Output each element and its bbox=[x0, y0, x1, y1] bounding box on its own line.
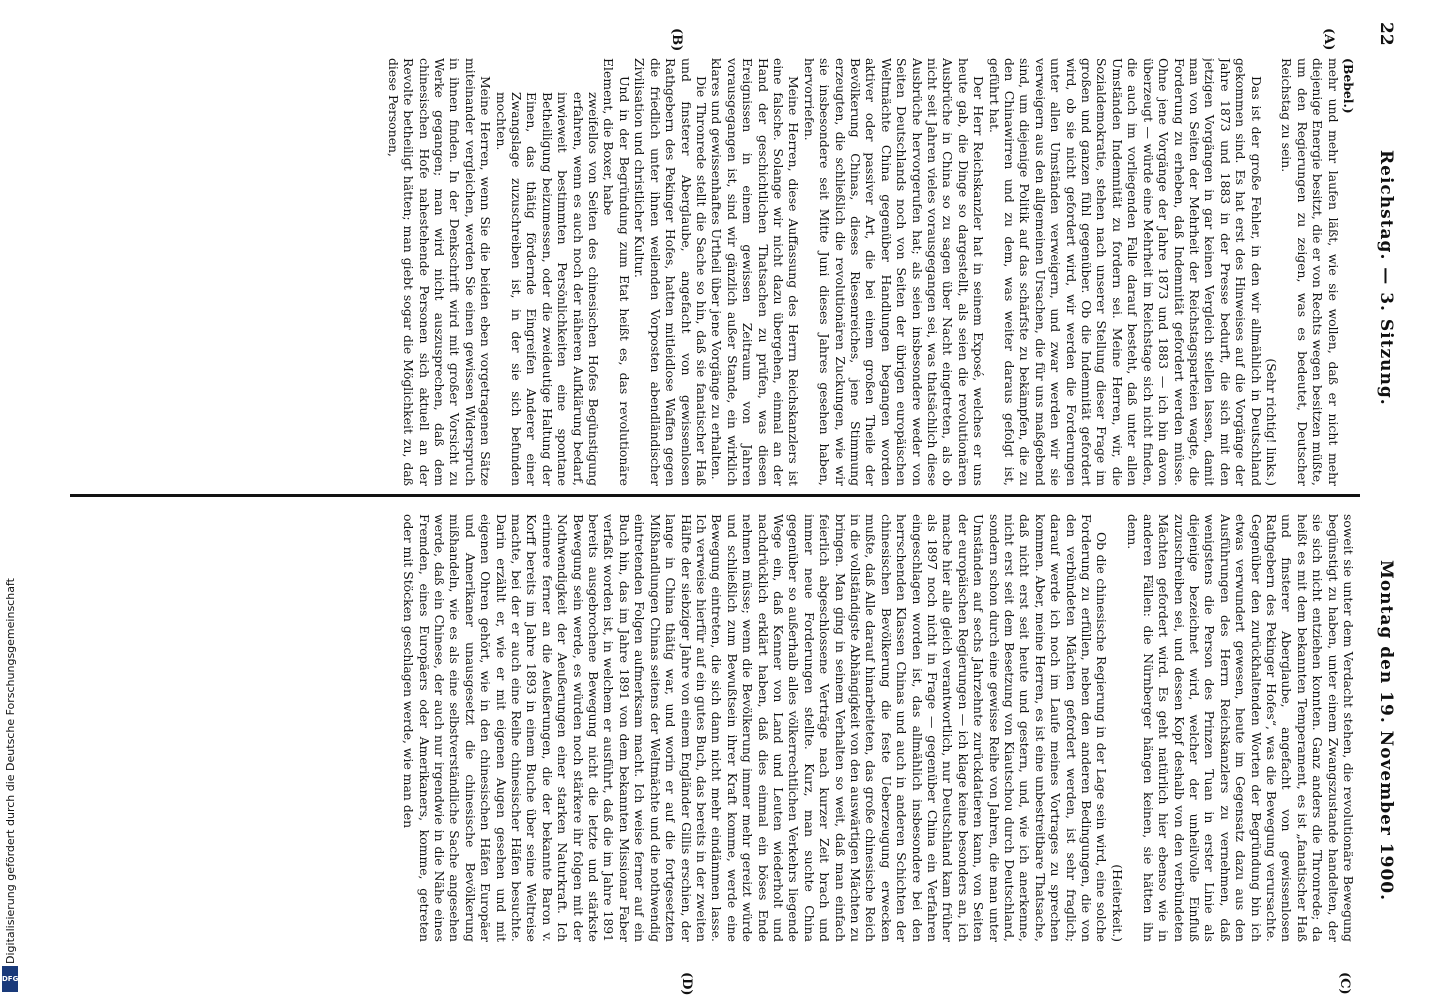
quotation: zweifellos von Seiten des chinesischen Hofes Begünstigung erfahren, wenn es auch noch der näheren Aufklärung bedarf, inwieweit bestimmten Persönlichkeiten eine spontane Betheiligung beizumessen, oder die zweideutige Haltung der Einen, das thätig fördernde Eingreifen Anderer einer Zwangslage zuzuschreiben ist, in der sie sich befunden mochten. bbox=[493, 92, 602, 486]
paragraph: soweit sie unter dem Verdacht stehen, die revolutionäre Bewegung begünstigt zu haben, unter einem Zwangszustande handelten, der sie sich nicht entziehen konnten. Ganz anders die Thronrede; da heißt es mit dem bekannten Temperament, es ist „fanatischer Haß und finsterer Aberglaube, angefacht von gewissenlosen Rathgebern des Pekinger Hofes“, was die Bewegung verursachte. Gegenüber den zurückhaltenden Worten der Begründung bin ich etwas verwundert gewesen, heute im Gegensatz dazu aus den Ausführungen des Herrn Reichskanzlers zu vernehmen, daß wenigstens die Person des Prinzen Tuan in erster Linie als diejenige bezeichnet wird, welcher der unheilvolle Einfluß zuzuschreiben sei, und dessen Kopf deshalb von den verbündeten Mächten gefordert wird. Es geht natürlich hier ebenso wie in anderen Fällen: die Nürnberger hängen keinen, sie hätten ihn denn. bbox=[1125, 514, 1356, 942]
margin-mark-c: (C) bbox=[1337, 972, 1352, 995]
paragraph: Der Herr Reichskanzler hat in seinem Exposé, welches er uns heute gab, die Dinge so dargestellt, als seien die revolutionären Ausbrüche in China so zu sagen über Nacht eingetreten, als ob nicht seit Jahren vieles vorausgegangen sei, was thatsächlich diese Ausbrüche hervorgerufen hat; als seien insbesondere weder von Seiten Deutschlands noch von Seiten der übrigen europäischen Weltmächte China gegenüber Handlungen begangen worden aktiver oder passiver Art, die bei einem großen Theile der Bevölkerung Chinas, dieses Riesenreiches, jene Stimmung erzeugten, die schließlich die revolutionären Zuckungen, wie wir sie insbesondere seit Mitte Juni dieses Jahres gesehen haben, hervorriefen. bbox=[801, 58, 987, 486]
speaker-name: (Bebel.) bbox=[1341, 58, 1356, 114]
left-column bbox=[66, 58, 1356, 486]
interjection: (Heiterkeit.) bbox=[1109, 864, 1125, 942]
margin-mark-d: (D) bbox=[679, 972, 694, 996]
paragraph: Die Thronrede stellt die Sache so hin, daß sie fanatischer Haß und finsterer Aberglaube, angefacht von gewissenlosen Rathgebern des Pekinger Hofes, hatten mitleidlose Waffen gegen die friedlich unter ihnen weilenden Vorposten abendländischer Zivilisation und christlicher Kultur. bbox=[632, 58, 709, 486]
page-number: 22 bbox=[1376, 22, 1396, 46]
column-divider bbox=[70, 494, 1360, 497]
margin-mark-a: (A) bbox=[1321, 28, 1336, 51]
paragraph: Meine Herren, diese Auffassung des Herrn Reichskanzlers ist eine falsche. Solange wir nicht dazu übergehen, einmal an der Hand der geschichtlichen Thatsachen zu prüfen, was diesen Ereignissen in einem gewissen Zeitraum von Jahren vorausgegangen ist, sind wir gänzlich außer Stande, ein wirklich klares und gewissenhaftes Urtheil über jene Vorgänge zu erhalten. bbox=[709, 58, 802, 486]
session-date: Montag den 19. November 1900. bbox=[1376, 560, 1396, 902]
interjection: (Sehr richtig! links.) bbox=[1263, 358, 1279, 486]
footer-strip bbox=[0, 0, 22, 1000]
paragraph: mehr und mehr laufen läßt, wie sie wollen, daß er nicht mehr diejenige Energie besitzt, die er von Rechts wegen besitzen müßte, um den Regierungen zu zeigen, was es bedeutet, Deutscher Reichstag zu sein. bbox=[1279, 58, 1341, 486]
document-page bbox=[60, 0, 1400, 1000]
paragraph: Ob die chinesische Regierung in der Lage sein wird, eine solche Forderung zu erfüllen, neben den anderen Bedingungen, die von den verbündeten Mächten gefordert werden, ist sehr fraglich; darauf werde ich noch im Laufe meines Vortrages zu sprechen kommen. Aber, meine Herren, es ist eine unbestreitbare Thatsache, daß nicht erst seit heute und gestern, und, wie ich anerkenne, nicht erst seit dem Besetzung von Kiautschou durch Deutschland, sondern schon durch eine gewisse Reihe von Jahren, die man unter Umständen auf sechs Jahrzehnte zurückdatieren kann, von Seiten der europäischen Regierungen — ich klage keine besonders an, ich mache hier alle gleich verantwortlich, nur Deutschland kam früher als 1897 noch nicht in Frage — gegenüber China ein Verfahren eingeschlagen worden ist, das allmählich insbesondere bei den herrschenden Klassen Chinas und auch in anderen Schichten der chinesischen Bevölkerung die feste Ueberzeugung erwecken mußte, daß Alle darauf hinarbeiteten, das große chinesische Reich in die vollständigste Abhängigkeit von den auswärtigen Mächten zu bringen. Man ging in seinem Verhalten so weit, daß man einfach feierlich abgeschlossene Verträge nach kurzer Zeit brach und immer neue Forderungen stellte. Kurz, man suchte China gegenüber so außerhalb alles völkerrechtlichen Verkehrs liegende Wege ein, daß Kenner von Land und Leuten wiederholt und nachdrücklich erklärt haben, daß dies einmal ein böses Ende nehmen müsse; wenn die Bevölkerung immer mehr gereizt würde und schließlich zum Bewußtsein ihrer Kraft komme, werde eine Bewegung eintreten, die sich dann nicht mehr eindämmen lasse. Ich verweise hierfür auf ein gutes Buch, das bereits in der zweiten Hälfte der siebziger Jahre von einem Engländer Gillis erschien, der lange in China thätig war, und worin er auf die fortgesetzten Mißhandlungen Chinas seitens der Weltmächte und die nothwendig eintretenden Folgen aufmerksam macht. Ich weise ferner auf ein Buch hin, das im Jahre 1891 von dem bekannten Missionar Faber verfaßt worden ist, in welchem er ausführt, daß die im Jahre 1891 bereits ausgebrochene Bewegung nicht die letzte und stärkste Bewegung sein werde, es würden noch stärkere ihr folgen mit der Nothwendigkeit der Aeußerungen einer starken Naturkraft. Ich erinnere ferner an die Aeußerungen, die der bekannte Baron v. Korff bereits im Jahre 1893 in einem Buche über seine Weltreise machte, bei der er auch eine Reihe chinesischer Häfen besuchte. Darin erzählt er, wie er mit eigenen Augen gesehen und mit eigenen Ohren gehört, wie in den chinesischen Häfen Europäer und Amerikaner unausgesetzt die chinesische Bevölkerung mißhandeln, wie es als eine selbstverständliche Sache angesehen werde, daß ein Chinese, der auch nur irgendwie in die Nähe eines Fremden, eines Europäers oder Amerikaners, komme, getreten oder mit Stöcken geschlagen werde, wie man den bbox=[401, 514, 1110, 942]
dfg-logo-icon: DFG bbox=[2, 966, 18, 992]
paragraph: Und in der Begründung zum Etat heißt es, das revolutionäre Element, die Boxer, habe bbox=[601, 58, 632, 486]
right-column bbox=[66, 514, 1356, 942]
paragraph: Meine Herren, wenn Sie die beiden eben vorgetragenen Sätze miteinander vergleichen, werden Sie einen gewissen Widerspruch in ihnen finden. In der Denkschrift wird mit großer Vorsicht zu Werke gegangen; man wird nicht auszusprechen, daß dem chinesischen Hofe nahestehende Personen sich aktuell an der Revolte betheiligt hätten; man giebt sogar die Möglichkeit zu, daß diese Personen, bbox=[385, 58, 494, 486]
margin-mark-b: (B) bbox=[669, 28, 684, 52]
paragraph: Das ist der große Fehler, in den wir allmählich in Deutschland gekommen sind. Es hat erst des Hinweises auf die Vorgänge der Jahre 1873 und 1883 in der Presse bedurft, die sich mit den jetzigen Vorgängen in gar keinen Vergleich stellen lassen, damit man von Seiten der Mehrheit der Reichstagsparteien wagte, die Forderung zu erheben, daß Indemnität gefordert werden müsse. Ohne jene Vorgänge der Jahre 1873 und 1883 — ich bin davon überzeugt — würde eine Mehrheit im Reichstage sich nicht finden, die auch im vorliegenden Falle darauf besteht, daß unter allen Umständen Indemnität zu fordern sei. Meine Herren, wir, die Sozialdemokratie, stehen nach unserer Stellung dieser Frage im großen und ganzen fühl gegenüber. Ob die Indemnität gefordert wird, ob sie nicht gefordert wird, wir werden die Forderungen unter allen Umständen verweigern, und zwar werden wir sie verweigern aus den allgemeinen Ursachen, die für uns maßgebend sind, um diejenige Politik auf das schärfste zu bekämpfen, die zu den Chinawirren und zu dem, was weiter daraus gefolgt ist, geführt hat. bbox=[986, 58, 1264, 486]
page-title: Reichstag. — 3. Sitzung. bbox=[1376, 150, 1396, 406]
digitization-credit: Digitalisierung gefördert durch die Deutsche Forschungsgemeinschaft bbox=[4, 578, 17, 964]
